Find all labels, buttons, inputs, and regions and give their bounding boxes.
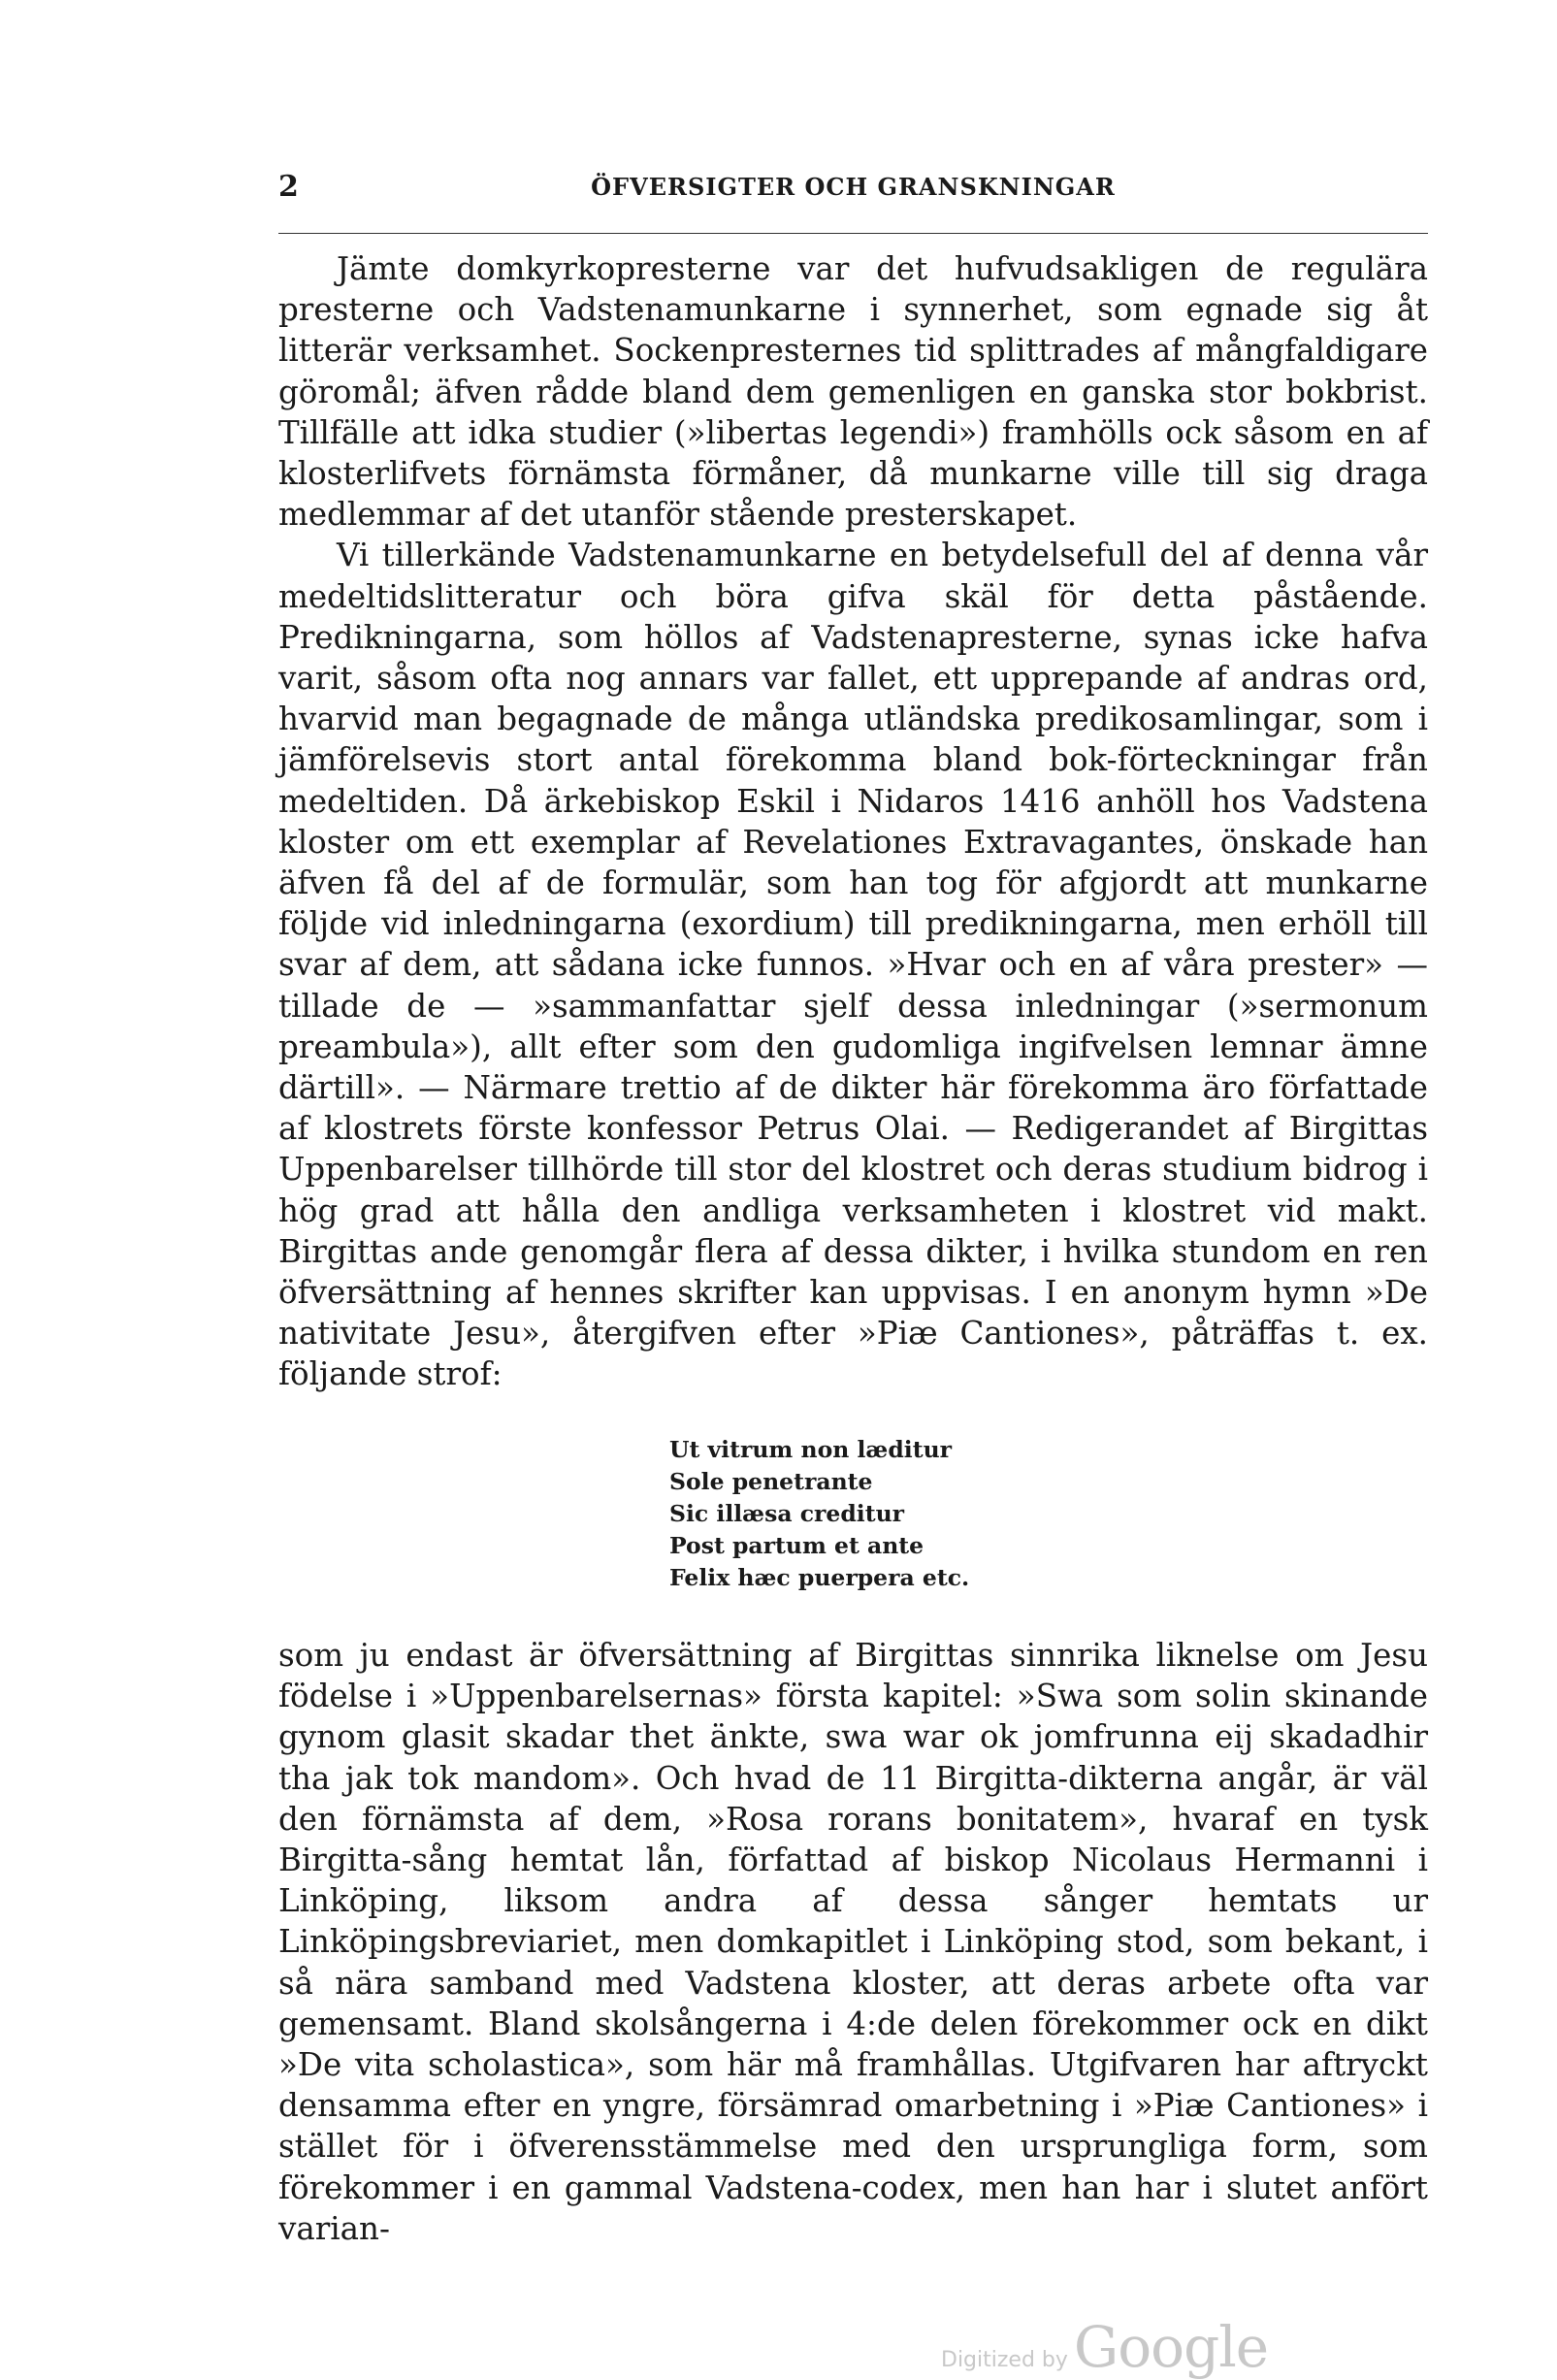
verse-line: Sole penetrante xyxy=(669,1468,873,1495)
paragraph-1: Jämte domkyrkopresterne var det hufvudsakligen de regulära presterne och Vadstenamunkarne i synnerhet, som egnade sig åt litterär verksamhet. Sockenpresternes tid splittrades af mångfaldigare göromål; äfven rådde bland dem gemenligen en ganska stor bokbrist. Tillfälle att idka studier (»libertas legendi») framhölls ock såsom en af klosterlifvets förnämsta förmåner, då munkarne ville till sig draga medlemmar af det utanför stående presterskapet. xyxy=(278,250,1428,534)
verse-line: Sic illæsa creditur xyxy=(669,1500,905,1527)
digitized-label: Digitized by xyxy=(941,2348,1068,2372)
paragraph-2: Vi tillerkände Vadstenamunkarne en betydelsefull del af denna vår medeltidslitteratur och böra gifva skäl för detta påstående. Predikningarna, som höllos af Vadstenapresterne, synas icke hafva varit, såsom ofta nog annars var fallet, ett upprepande af andras ord, hvarvid man begagnade de många utländska predikosamlingar, som i jämförelsevis stort antal förekomma bland bok-förteckningar från medeltiden. Då ärkebiskop Eskil i Nidaros 1416 anhöll hos Vadstena kloster om ett exemplar af Revelationes Extravagantes, önskade han äfven få del af de formulär, som han tog för afgjordt att munkarne följde vid inledningarna (exordium) till predikningarna, men erhöll till svar af dem, att sådana icke funnos. »Hvar och en af våra prester» — tillade de — »sammanfattar sjelf dessa inledningar (»sermonum preambula»), allt efter som den gudomliga ingifvelsen lemnar ämne därtill». — Närmare trettio af de dikter här förekomma äro författade af klostrets förste konfessor Petrus Olai. — Redigerandet af Birgittas Uppenbarelser tillhörde till stor del klostret och deras studium bidrog i hög grad att hålla den andliga verksamheten i klostret vid makt. Birgittas ande genomgår flera af dessa dikter, i hvilka stundom en ren öfversättning af hennes skrifter kan uppvisas. I en anonym hymn »De nativitate Jesu», återgifven efter »Piæ Cantiones», påträffas t. ex. följande strof: xyxy=(278,537,1428,1393)
digitized-watermark xyxy=(941,2314,1268,2380)
paragraph-3: som ju endast är öfversättning af Birgittas sinnrika liknelse om Jesu födelse i »Uppenbarelsernas» första kapitel: »Swa som solin skinande gynom glasit skadar thet änkte, swa war ok jomfrunna eij skadadhir tha jak tok mandom». Och hvad de 11 Birgitta-dikterna angår, är väl den förnämsta af dem, »Rosa rorans bonitatem», hvaraf en tysk Birgitta-sång hemtat lån, författad af biskop Nicolaus Hermanni i Linköping, liksom andra af dessa sånger hemtats ur Linköpingsbreviariet, men domkapitlet i Linköping stod, som bekant, i så nära samband med Vadstena kloster, att deras arbete ofta var gemensamt. Bland skolsångerna i 4:de delen förekommer ock en dikt »De vita scholastica», som här må framhållas. Utgifvaren har aftryckt densamma efter en yngre, försämrad omarbetning i »Piæ Cantiones» i stället för i öfverensstämmelse med den ursprungliga form, som förekommer i en gammal Vadstena-codex, men han har i slutet anfört varian- xyxy=(278,1637,1428,2247)
text-block-top xyxy=(278,248,1428,1395)
verse-line: Ut vitrum non læditur xyxy=(669,1436,953,1463)
running-head: ÖFVERSIGTER OCH GRANSKNINGAR xyxy=(591,173,1116,201)
header-rule xyxy=(278,233,1428,234)
text-block-bottom xyxy=(278,1635,1428,2249)
google-logo: Google xyxy=(1073,2314,1269,2380)
verse-line: Post partum et ante xyxy=(669,1532,924,1559)
verse-quote xyxy=(669,1434,969,1594)
verse-line: Felix hæc puerpera etc. xyxy=(669,1564,970,1591)
page-number: 2 xyxy=(278,170,299,204)
